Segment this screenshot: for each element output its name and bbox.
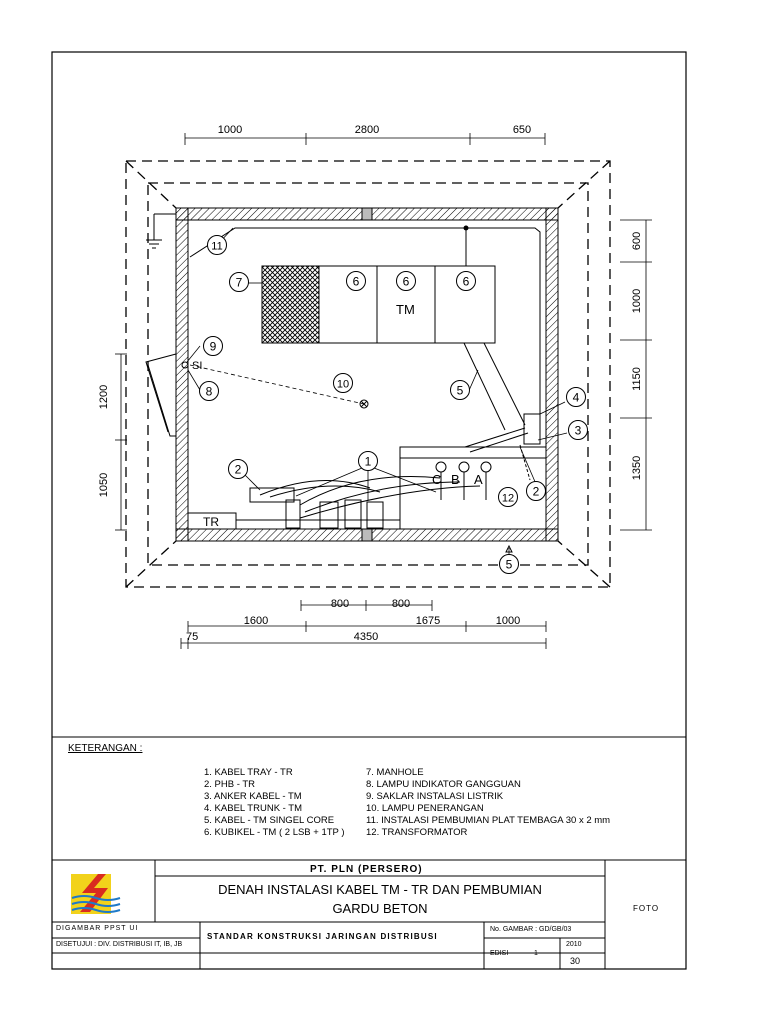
callout-number: 8 — [205, 384, 213, 399]
standard-name: STANDAR KONSTRUKSI JARINGAN DISTRIBUSI — [207, 932, 438, 941]
legend-item: 9. SAKLAR INSTALASI LISTRIK — [366, 791, 504, 802]
drawing-title-line-2: GARDU BETON — [332, 901, 428, 916]
legend-item: 12. TRANSFORMATOR — [366, 827, 468, 838]
dim-top-2: 2800 — [354, 124, 380, 136]
callout-number: 10 — [336, 378, 350, 391]
legend-item: 11. INSTALASI PEMBUMIAN PLAT TEMBAGA 30 x 2 mm — [366, 815, 611, 826]
legend-item: 1. KABEL TRAY - TR — [204, 767, 293, 778]
callout-number: 5 — [456, 383, 464, 398]
dim-right-1: 600 — [631, 231, 643, 251]
dim-right-3: 1150 — [631, 367, 643, 391]
legend-item: 5. KABEL - TM SINGEL CORE — [204, 815, 335, 826]
callout-number: 6 — [352, 274, 360, 289]
phase-c-label: C — [432, 472, 442, 487]
drawn-by: DIGAMBAR PPST UI — [56, 925, 139, 932]
callout-number: 7 — [235, 275, 243, 290]
phase-b-label: B — [451, 472, 460, 487]
phase-a-label: A — [474, 472, 483, 487]
drawing-number: No. GAMBAR : GD/GB/03 — [490, 926, 572, 933]
callout-number: 6 — [402, 274, 410, 289]
dim-bottom-1: 800 — [330, 598, 350, 610]
page-number: 30 — [570, 956, 581, 966]
callout-number: 3 — [574, 423, 582, 438]
edition-value: 1 — [534, 950, 538, 957]
tr-label: TR — [203, 515, 219, 529]
callout-number: 1 — [364, 454, 372, 469]
pln-logo-icon — [66, 872, 124, 916]
dim-bottom-2: 800 — [391, 598, 411, 610]
legend-item: 2. PHB - TR — [204, 779, 256, 790]
tm-label: TM — [396, 302, 415, 317]
callout-number: 5 — [505, 557, 513, 572]
drawing-title-line-1: DENAH INSTALASI KABEL TM - TR DAN PEMBUMIAN — [218, 882, 542, 897]
dim-bottom-3: 1600 — [243, 615, 269, 627]
si-label: SI — [192, 360, 203, 372]
legend-item: 10. LAMPU PENERANGAN — [366, 803, 484, 814]
legend-item: 7. MANHOLE — [366, 767, 424, 778]
legend-item: 4. KABEL TRUNK - TM — [204, 803, 303, 814]
drawing-year: 2010 — [566, 941, 582, 948]
callout-number: 9 — [209, 339, 217, 354]
dim-bottom-5: 1000 — [495, 615, 521, 627]
dim-bottom-4: 1675 — [415, 615, 441, 627]
callout-number: 2 — [532, 484, 540, 499]
legend-item: 6. KUBIKEL - TM ( 2 LSB + 1TP ) — [204, 827, 345, 838]
dim-bottom-6: 75 — [186, 631, 199, 643]
approved-by: DISETUJUI : DIV. DISTRIBUSI IT, IB, JB — [56, 941, 183, 948]
callout-number: 2 — [234, 462, 242, 477]
callout-number: 12 — [501, 492, 515, 505]
dim-right-2: 1000 — [631, 288, 643, 314]
callout-number: 11 — [211, 240, 223, 253]
legend-item: 8. LAMPU INDIKATOR GANGGUAN — [366, 779, 521, 790]
dim-left-1: 1200 — [98, 384, 110, 410]
dim-top-3: 650 — [512, 124, 532, 136]
dim-left-2: 1050 — [98, 472, 110, 498]
dim-bottom-7: 4350 — [353, 631, 379, 643]
dim-right-4: 1350 — [631, 455, 643, 481]
callout-number: 6 — [462, 274, 470, 289]
legend-item: 3. ANKER KABEL - TM — [204, 791, 302, 802]
legend-title: KETERANGAN : — [68, 743, 143, 754]
edition-label: EDISI — [490, 950, 509, 957]
foto-label: FOTO — [633, 904, 660, 913]
callout-number: 4 — [572, 390, 580, 405]
company-name: PT. PLN (PERSERO) — [310, 864, 423, 875]
dim-top-1: 1000 — [217, 124, 243, 136]
